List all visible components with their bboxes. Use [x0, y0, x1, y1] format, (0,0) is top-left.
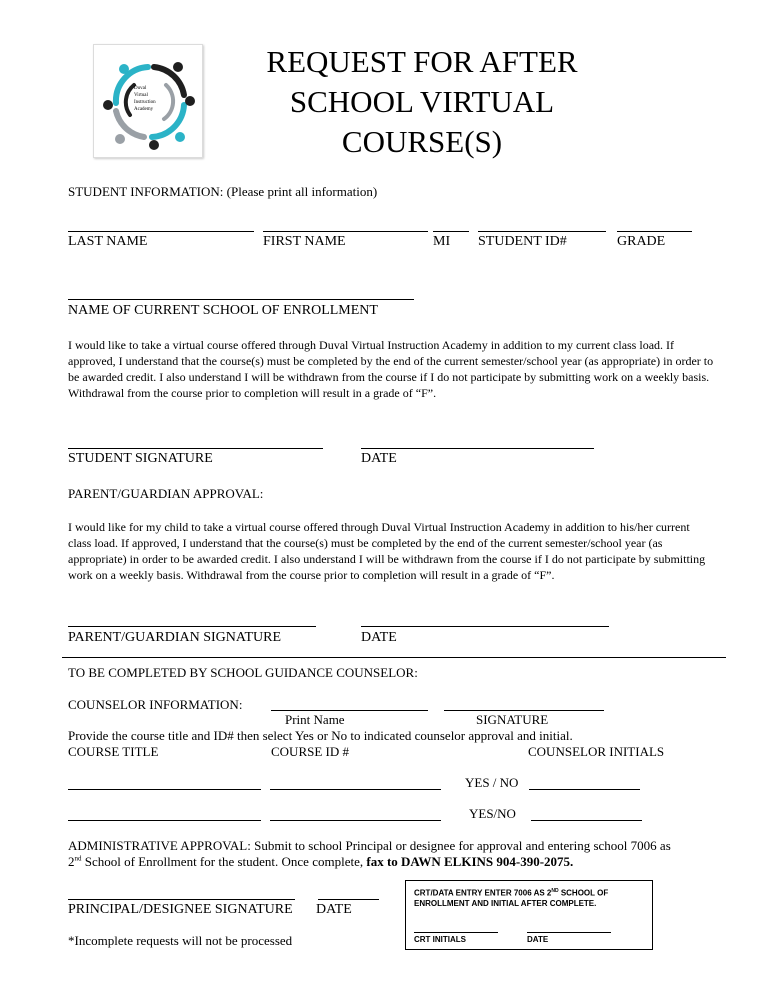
logo-text-line: Duval — [134, 86, 147, 91]
student-statement: I would like to take a virtual course offered through Duval Virtual Instruction Academy in addition to my current class load. If approved, I understand that the course(s) must be completed by the end of the current semester/school year (as appropriate) in order to be awarded credit. I also understand I will be withdrawn from the course if I do not participate by submitting work on a weekly basis. Withdrawal from the course prior to completion will result in a grade of “F”. — [68, 338, 714, 400]
counselor-signature-label: SIGNATURE — [476, 712, 549, 727]
crt-instructions-line-1 — [414, 886, 608, 899]
last-name-label: LAST NAME — [68, 234, 148, 249]
counselor-instructions: Provide the course title and ID# then select Yes or No to indicated counselor approval and initial. — [68, 728, 573, 743]
crt-instructions-line-2: ENROLLMENT AND INITIAL AFTER COMPLETE. — [414, 899, 597, 908]
course-id-column-header: COURSE ID # — [271, 744, 350, 759]
crt-line1-prefix: CRT/DATA ENTRY ENTER 7006 AS 2 — [414, 888, 552, 898]
principal-date-label: DATE — [316, 902, 352, 917]
course-id-field-1[interactable] — [270, 789, 441, 790]
course-id-field-2[interactable] — [270, 820, 441, 821]
student-id-label: STUDENT ID# — [478, 234, 567, 249]
counselor-signature-field[interactable] — [444, 710, 604, 711]
crt-date-field[interactable] — [527, 932, 611, 933]
course-title-column-header: COURSE TITLE — [68, 744, 159, 759]
counselor-section-heading: TO BE COMPLETED BY SCHOOL GUIDANCE COUNSELOR: — [68, 665, 418, 680]
fax-instruction: fax to DAWN ELKINS 904-390-2075. — [366, 854, 574, 869]
course-title-field-2[interactable] — [68, 820, 261, 821]
counselor-initials-field-1[interactable] — [529, 789, 640, 790]
first-name-field[interactable] — [263, 231, 428, 232]
crt-date-label: DATE — [527, 935, 549, 944]
yes-no-choice-2[interactable]: YES/NO — [469, 806, 516, 821]
parent-date-label: DATE — [361, 630, 397, 645]
student-date-field[interactable] — [361, 448, 594, 449]
academy-logo — [93, 44, 203, 158]
parent-signature-label: PARENT/GUARDIAN SIGNATURE — [68, 630, 281, 645]
crt-line1-suffix: SCHOOL OF — [558, 888, 609, 898]
form-title-line-1: REQUEST FOR AFTER — [266, 44, 578, 79]
logo-text-line: Instruction — [134, 100, 156, 105]
principal-signature-label: PRINCIPAL/DESIGNEE SIGNATURE — [68, 902, 293, 917]
principal-date-field[interactable] — [318, 899, 379, 900]
crt-initials-field[interactable] — [414, 932, 498, 933]
form-title-line-3: COURSE(S) — [341, 124, 503, 159]
crt-data-entry-box — [405, 880, 653, 950]
parent-signature-field[interactable] — [68, 626, 316, 627]
print-name-label: Print Name — [285, 712, 345, 727]
counselor-print-name-field[interactable] — [271, 710, 428, 711]
counselor-initials-column-header: COUNSELOR INITIALS — [528, 744, 665, 759]
grade-field[interactable] — [617, 231, 692, 232]
crt-line1-sup: ND — [551, 888, 559, 894]
yes-no-choice-1[interactable]: YES / NO — [465, 775, 519, 790]
logo-text-line: Virtual — [134, 93, 148, 98]
ordinal-suffix: nd — [74, 854, 82, 863]
admin-approval-text-line-1: ADMINISTRATIVE APPROVAL: Submit to school Principal or designee for approval and entering school 7006 as — [68, 838, 671, 853]
mi-field[interactable] — [433, 231, 469, 232]
logo-text-line: Academy — [134, 107, 154, 112]
admin-approval-middle-text: School of Enrollment for the student. Once complete, — [81, 854, 367, 869]
student-signature-label: STUDENT SIGNATURE — [68, 451, 213, 466]
student-signature-field[interactable] — [68, 448, 323, 449]
principal-signature-field[interactable] — [68, 899, 295, 900]
crt-initials-label: CRT INITIALS — [414, 935, 466, 944]
incomplete-requests-note: *Incomplete requests will not be processed — [68, 933, 293, 948]
form-title — [222, 42, 622, 162]
section-divider — [62, 657, 726, 658]
course-title-field-1[interactable] — [68, 789, 261, 790]
mi-label: MI — [433, 234, 451, 249]
student-id-field[interactable] — [478, 231, 606, 232]
current-school-field[interactable] — [68, 299, 414, 300]
ordinal-number: 2 — [68, 854, 75, 869]
parent-approval-heading: PARENT/GUARDIAN APPROVAL: — [68, 486, 264, 501]
admin-approval-text-line-2 — [68, 854, 573, 870]
counselor-initials-field-2[interactable] — [531, 820, 642, 821]
counselor-info-label: COUNSELOR INFORMATION: — [68, 697, 243, 712]
parent-date-field[interactable] — [361, 626, 609, 627]
grade-label: GRADE — [617, 234, 666, 249]
last-name-field[interactable] — [68, 231, 254, 232]
form-title-line-2: SCHOOL VIRTUAL — [289, 84, 555, 119]
current-school-label: NAME OF CURRENT SCHOOL OF ENROLLMENT — [68, 303, 378, 318]
parent-statement: I would like for my child to take a virtual course offered through Duval Virtual Instruction Academy in addition to his/her current class load. If approved, I understand that the course(s) must be completed by the end of the current semester/school year (as appropriate) in order to be awarded credit. I also understand I will be withdrawn from the course if I do not participate by submitting work on a weekly basis. Withdrawal from the course prior to completion will result in a grade of “F”. — [68, 520, 706, 582]
logo-text — [134, 85, 156, 113]
first-name-label: FIRST NAME — [263, 234, 346, 249]
student-date-label: DATE — [361, 451, 397, 466]
student-info-heading: STUDENT INFORMATION: (Please print all information) — [68, 184, 378, 199]
